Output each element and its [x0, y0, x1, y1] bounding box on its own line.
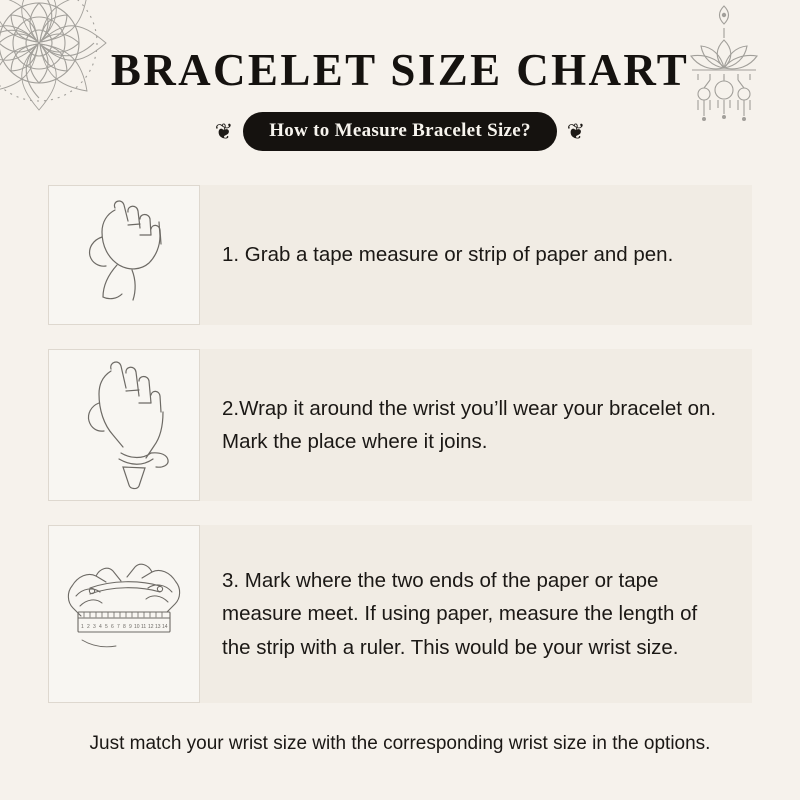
list-item	[48, 525, 752, 703]
step-3-image	[48, 525, 200, 703]
svg-text:10: 10	[134, 624, 140, 630]
page-title: BRACELET SIZE CHART	[110, 45, 690, 95]
svg-text:13: 13	[155, 624, 161, 630]
svg-text:5: 5	[105, 624, 108, 630]
step-1-text: 1. Grab a tape measure or strip of paper and pen.	[222, 243, 674, 267]
step-2-image	[48, 349, 200, 501]
svg-text:1: 1	[81, 624, 84, 630]
left-flourish-icon: ❦	[214, 118, 234, 144]
steps-list	[0, 185, 800, 703]
svg-text:9: 9	[129, 624, 132, 630]
step-1-image	[48, 185, 200, 325]
svg-text:4: 4	[99, 624, 102, 630]
svg-text:3: 3	[93, 624, 96, 630]
svg-text:2: 2	[87, 624, 90, 630]
step-2-text: 2.Wrap it around the wrist you’ll wear your bracelet on. Mark the place where it joins.	[222, 396, 717, 453]
step-3-text: 3. Mark where the two ends of the paper or tape measure meet. If using paper, measure the length of the strip with a ruler. This would be your wrist size.	[222, 569, 698, 659]
subtitle-row	[0, 112, 800, 151]
subtitle-badge: How to Measure Bracelet Size?	[243, 112, 557, 151]
right-flourish-icon: ❦	[566, 118, 586, 144]
svg-text:14: 14	[162, 624, 168, 630]
svg-text:11: 11	[141, 624, 147, 630]
svg-text:12: 12	[148, 624, 154, 630]
svg-text:7: 7	[117, 624, 120, 630]
list-item	[48, 349, 752, 501]
list-item	[48, 185, 752, 325]
document-header	[0, 0, 800, 151]
footer-note: Just match your wrist size with the corresponding wrist size in the options.	[89, 733, 711, 754]
svg-text:6: 6	[111, 624, 114, 630]
svg-text:8: 8	[123, 624, 126, 630]
